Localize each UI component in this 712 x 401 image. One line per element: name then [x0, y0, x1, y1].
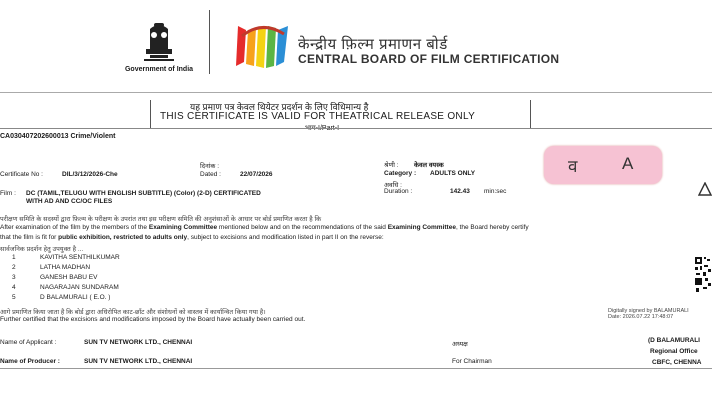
rating-english: A	[622, 154, 634, 173]
film-line-2: WITH AD AND CC/OC FILES	[26, 198, 113, 205]
validity-hindi: यह प्रमाण पत्र केवल थियेटर प्रदर्शन के लिए विधिमान्य है	[190, 102, 369, 112]
member-number: 4	[12, 284, 16, 291]
applicant-value: SUN TV NETWORK LTD., CHENNAI	[84, 339, 193, 346]
dinank-hindi-label: दिनांक :	[200, 163, 220, 170]
examination-english-line-1: After examination of the film by the members of the Examining Committee mentioned below and on the recommendations of the said Examining Committee, the Board hereby certify	[0, 224, 529, 231]
officer-place: CBFC, CHENNA	[652, 359, 702, 366]
member-number: 3	[12, 274, 16, 281]
category-label: Category :	[384, 170, 417, 177]
signature-line-2: Date: 2026.07.22 17:48:07	[608, 314, 674, 320]
member-name: D BALAMURALI ( E.O. )	[40, 294, 111, 301]
for-chairman-label: For Chairman	[452, 358, 492, 365]
member-name: KAVITHA SENTHILKUMAR	[40, 254, 120, 261]
cbfc-logo-icon	[232, 16, 292, 72]
footer-rule	[0, 368, 712, 369]
shreni-hindi-label: श्रेणी :	[384, 162, 399, 169]
examination-hindi: परीक्षण समिति के सदस्यों द्वारा फ़िल्म के परीक्षण के उपरांत तथा इस परीक्षण समिति की अनुशंसाओं के आधार पर बोर्ड प्रमाणित करता है कि	[0, 216, 322, 223]
warning-triangle-icon	[698, 182, 712, 196]
member-name: GANESH BABU EV	[40, 274, 98, 281]
signature-line-1: Digitally signed by BALAMURALI	[608, 308, 689, 314]
officer-title: Regional Office	[650, 348, 698, 355]
certificate-no-value: DIL/3/12/2026-Che	[62, 171, 118, 178]
examination-hindi-line-3: सार्वजनिक प्रदर्शन हेतु उपयुक्त है ...	[0, 246, 84, 253]
digital-signature	[608, 308, 689, 320]
qr-code-icon	[694, 256, 712, 294]
avadhi-hindi-label: अवधि :	[384, 182, 402, 189]
validity-english: THIS CERTIFICATE IS VALID FOR THEATRICAL RELEASE ONLY	[160, 111, 476, 122]
film-line-1: DC (TAMIL,TELUGU WITH ENGLISH SUBTITLE) (Color) (2-D) CERTIFICATED	[26, 190, 261, 197]
further-english: Further certified that the excisions and modifications imposed by the Board have actually been carried out.	[0, 316, 306, 323]
adhyaksh-hindi: अध्यक्ष	[452, 341, 468, 348]
rating-badge	[544, 146, 662, 184]
applicant-label: Name of Applicant :	[0, 339, 57, 346]
header-rule	[0, 92, 712, 93]
section-rule	[0, 128, 712, 129]
member-name: LATHA MADHAN	[40, 264, 91, 271]
validity-right-bar	[530, 100, 531, 128]
duration-unit: min:sec	[484, 188, 507, 195]
examination-english-line-2: that the film is fit for public exhibition, restricted to adults only, subject to excisions and modification listed in part II on the reverse:	[0, 234, 384, 241]
officer-name: (D BALAMURALI	[648, 337, 700, 344]
further-hindi: आगे प्रमाणित किया जाता है कि बोर्ड द्वारा अधिरोपित काट-छाँट और संशोधनों को वास्तव में कार्यान्वित किया गया है।	[0, 309, 266, 316]
producer-value: SUN TV NETWORK LTD., CHENNAI	[84, 358, 193, 365]
validity-left-bar	[150, 100, 151, 128]
film-label: Film :	[0, 190, 16, 197]
duration-value: 142.43	[450, 188, 470, 195]
member-number: 5	[12, 294, 16, 301]
dated-value: 22/07/2026	[240, 171, 273, 178]
rating-hindi: व	[568, 157, 578, 176]
certificate-code: CA030407202600013 Crime/Violent	[0, 133, 116, 140]
producer-label: Name of Producer :	[0, 358, 60, 365]
certificate-no-label: Certificate No :	[0, 171, 43, 178]
category-value: ADULTS ONLY	[430, 170, 476, 177]
member-number: 1	[12, 254, 16, 261]
shreni-hindi-value: केवल वयस्क	[414, 162, 444, 169]
duration-label: Duration :	[384, 188, 413, 195]
hindi-board-title: केन्द्रीय फ़िल्म प्रमाणन बोर्ड	[298, 36, 448, 53]
dated-label: Dated :	[200, 171, 221, 178]
english-board-title: CENTRAL BOARD OF FILM CERTIFICATION	[298, 52, 560, 66]
member-number: 2	[12, 264, 16, 271]
header-divider	[209, 10, 210, 74]
government-of-india-label: Government of India	[124, 66, 194, 73]
member-name: NAGARAJAN SUNDARAM	[40, 284, 119, 291]
